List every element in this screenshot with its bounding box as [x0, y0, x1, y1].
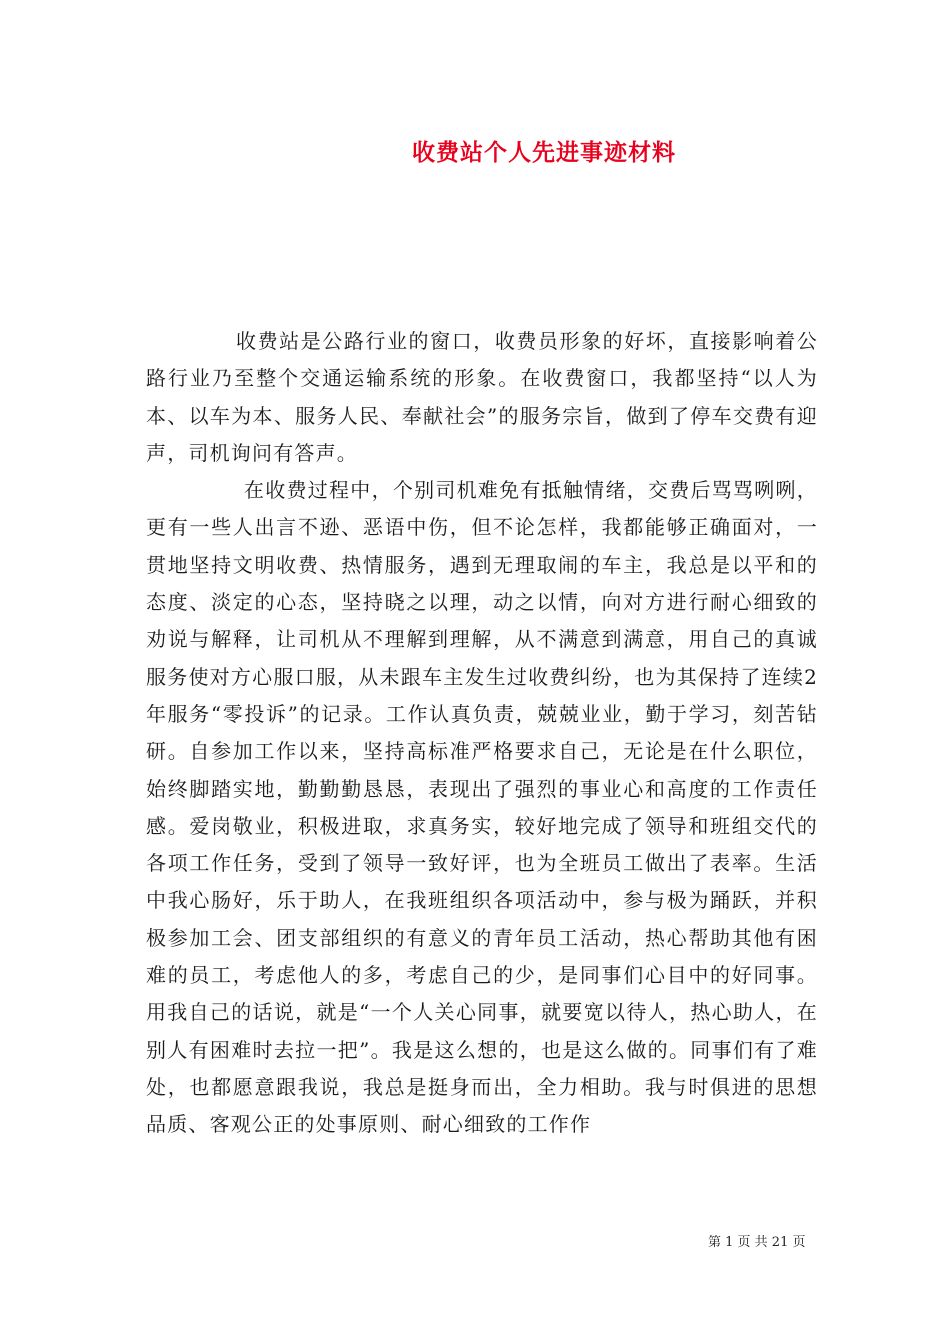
paragraph-1: 收费站是公路行业的窗口，收费员形象的好坏，直接影响着公路行业乃至整个交通运输系统的形象。在收费窗口，我都坚持“以人为本、以车为本、服务人民、奉献社会”的服务宗旨，做到了停车交费有迎声，司机询问有答声。 [146, 329, 818, 465]
document-title: 收费站个人先进事迹材料 [412, 139, 676, 166]
document-body [146, 323, 818, 1144]
paragraph-2: 在收费过程中，个别司机难免有抵触情绪，交费后骂骂咧咧，更有一些人出言不逊、恶语中伤，但不论怎样，我都能够正确面对，一贯地坚持文明收费、热情服务，遇到无理取闹的车主，我总是以平和的态度、淡定的心态，坚持晓之以理，动之以情，向对方进行耐心细致的劝说与解释，让司机从不理解到理解，从不满意到满意，用自己的真诚服务使对方心服口服，从未跟车主发生过收费纠纷，也为其保持了连续2年服务“零投诉”的记录。工作认真负责，兢兢业业，勤于学习，刻苦钻研。自参加工作以来，坚持高标准严格要求自己，无论是在什么职位，始终脚踏实地，勤勤勤恳恳，表现出了强烈的事业心和高度的工作责任感。爱岗敬业，积极进取，求真务实，较好地完成了领导和班组交代的各项工作任务，受到了领导一致好评，也为全班员工做出了表率。生活中我心肠好，乐于助人，在我班组织各项活动中，参与极为踊跃，并积极参加工会、团支部组织的有意义的青年员工活动，热心帮助其他有困难的员工，考虑他人的多，考虑自己的少，是同事们心目中的好同事。用我自己的话说，就是“一个人关心同事，就要宽以待人，热心助人，在别人有困难时去拉一把”。我是这么想的，也是这么做的。同事们有了难处，也都愿意跟我说，我总是挺身而出，全力相助。我与时俱进的思想品质、客观公正的处事原则、耐心细致的工作作 [146, 478, 818, 1137]
page-number-footer: 第 1 页 共 21 页 [708, 1235, 806, 1250]
